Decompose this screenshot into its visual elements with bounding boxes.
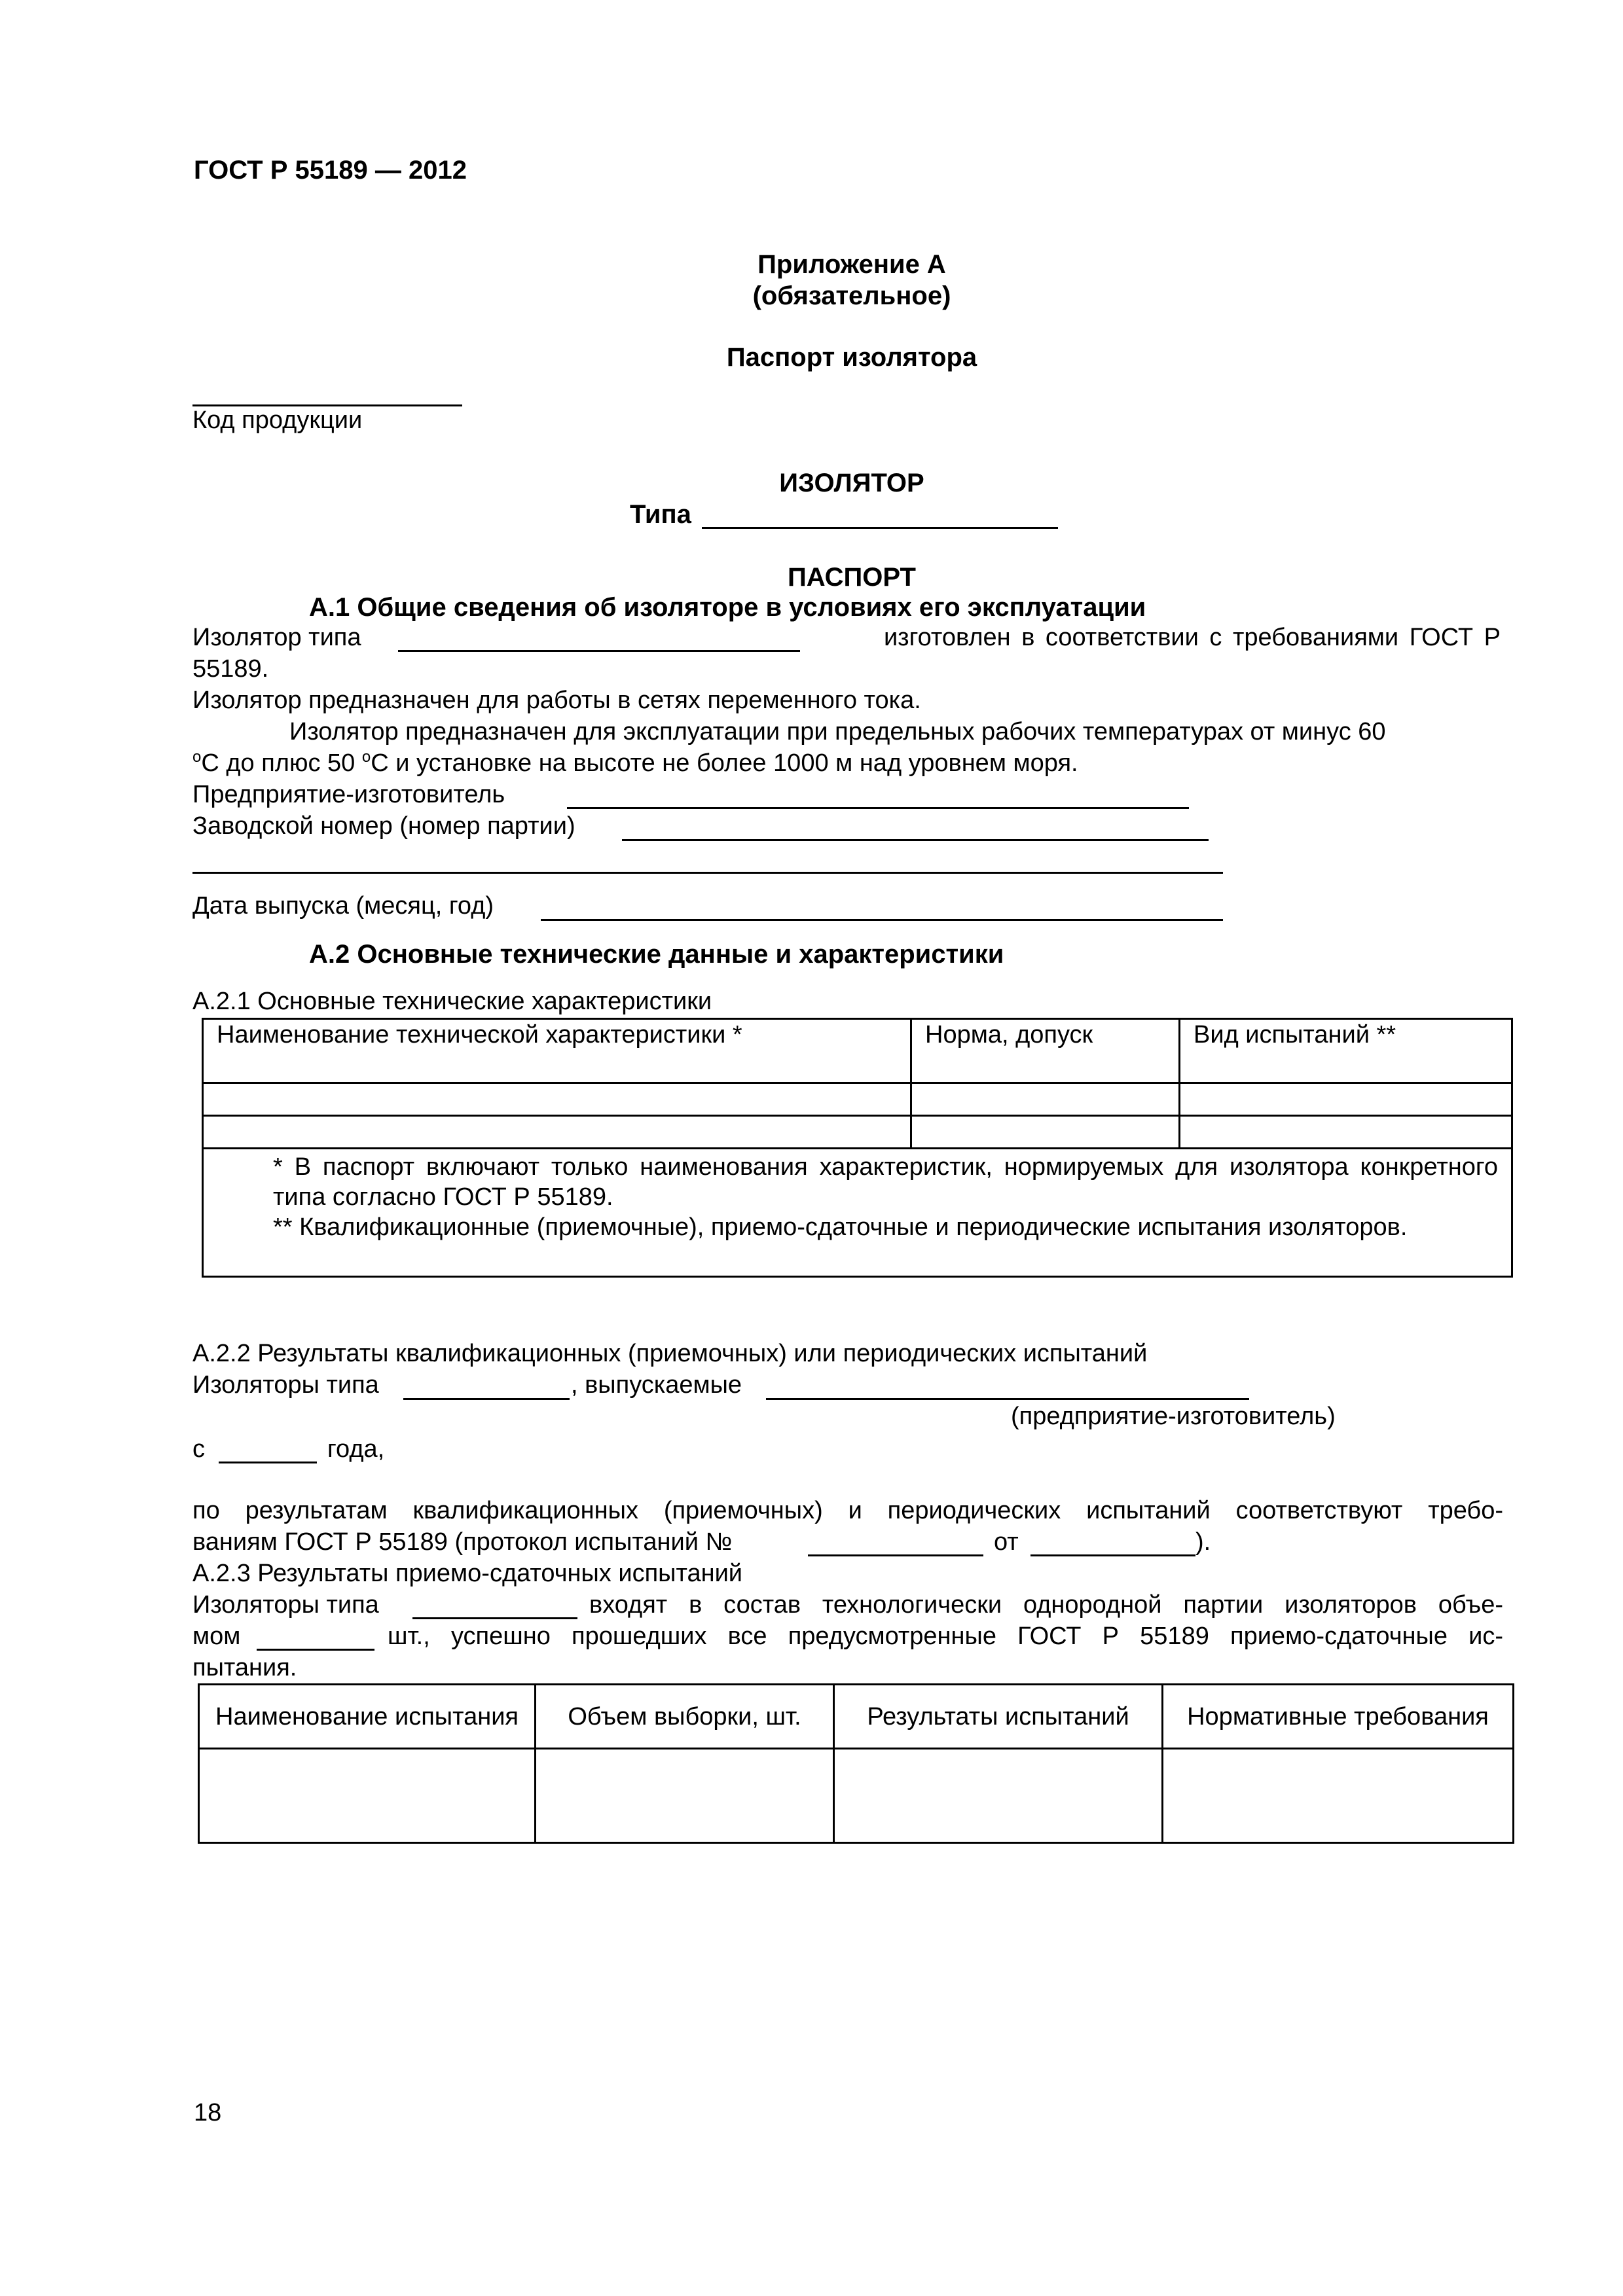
a1-standard-number: 55189. [192,655,269,683]
a23-type-label: Изоляторы типа [192,1591,379,1619]
header-test-type: Вид испытаний ** [1180,1019,1512,1083]
a22-type-blank [403,1398,570,1400]
a22-type-label: Изоляторы типа [192,1371,379,1399]
a23-line-3-text: пытания. [192,1654,297,1681]
a21-title: А.2.1 Основные технические характеристики [192,988,712,1015]
manufacturer-blank [567,807,1189,809]
a23-line-1-text: входят в состав технологически однородной партии изоляторов объе- [589,1591,1503,1619]
a23-title: А.2.3 Результаты приемо-сдаточных испытаний [192,1560,743,1587]
protocol-date-blank [1030,1554,1195,1556]
a22-result-line-1: по результатам квалификационных (приемочных) и периодических испытаний соответствуют требо- [192,1497,1503,1524]
a1-type-blank [398,650,800,652]
a22-year-blank [219,1462,317,1463]
a22-produced-label: , выпускаемые [571,1371,742,1399]
table-row [203,1083,1512,1116]
a1-type-label: Изолятор типа [192,624,361,651]
a22-manufacturer-blank [766,1398,1249,1400]
header-requirements: Нормативные требования [1163,1685,1514,1749]
page-number: 18 [194,2099,222,2126]
header-norm: Норма, допуск [911,1019,1180,1083]
a2-title: А.2 Основные технические данные и характеристики [309,940,1004,969]
table-row [203,1116,1512,1149]
appendix-status: (обязательное) [752,281,951,310]
a22-result-close: ). [1195,1528,1211,1556]
header-test-name: Наименование испытания [199,1685,536,1749]
passport-heading: ПАСПОРТ [788,563,916,592]
a22-manufacturer-caption: (предприятие-изготовитель) [1011,1403,1336,1430]
type-blank [702,527,1058,529]
table-header-row [203,1019,1512,1083]
type-label: Типа [630,500,691,529]
protocol-number-blank [808,1554,983,1556]
characteristics-table [202,1018,1513,1278]
a22-from-label: с [192,1435,205,1463]
a23-volume-label: мом [192,1623,241,1650]
serial-label: Заводской номер (номер партии) [192,812,575,840]
a23-volume-blank [257,1649,374,1651]
a22-from-date-label: от [994,1528,1019,1556]
a23-type-blank [412,1617,577,1619]
a23-line-2-text: шт., успешно прошедших все предусмотренные ГОСТ Р 55189 приемо-сдаточные ис- [388,1623,1503,1650]
a1-altitude-text: $^о$С до плюс 50 $^о$С и установке на высоте не более 1000 м над уровнем моря. [192,748,1078,777]
release-date-label: Дата выпуска (месяц, год) [192,892,494,920]
a1-purpose-text: Изолятор предназначен для работы в сетях переменного тока. [192,687,921,714]
appendix-subtitle: Паспорт изолятора [726,343,977,372]
manufacturer-label: Предприятие-изготовитель [192,781,505,808]
appendix-title: Приложение А [757,250,946,279]
a22-year-label: года, [327,1435,385,1463]
header-test-results: Результаты испытаний [834,1685,1163,1749]
product-code-label: Код продукции [192,406,363,434]
header-sample-size: Объем выборки, шт. [536,1685,834,1749]
header-characteristic: Наименование технической характеристики * [203,1019,911,1083]
release-date-blank [541,919,1223,921]
degree-sign: о [192,748,202,766]
a1-temperature-text: Изолятор предназначен для эксплуатации при предельных рабочих температурах от минус 60 [289,718,1386,745]
serial-blank [622,839,1209,841]
a22-title: А.2.2 Результаты квалификационных (приемочных) или периодических испытаний [192,1340,1148,1367]
document-code: ГОСТ Р 55189 — 2012 [194,156,467,185]
table-header-row [199,1685,1514,1749]
a1-conformity-text: изготовлен в соответствии с требованиями ГОСТ Р [883,624,1501,651]
table-note-2: ** Квалификационные (приемочные), приемо-сдаточные и периодические испытания изоляторов. [273,1213,1408,1241]
a1-title: А.1 Общие сведения об изоляторе в условиях его эксплуатации [309,593,1146,622]
a22-result-line-2: ваниям ГОСТ Р 55189 (протокол испытаний № [192,1528,733,1556]
table-note-row [203,1149,1512,1277]
table-notes [203,1149,1512,1277]
serial-blank-continuation [192,872,1223,874]
degree-sign: о [361,748,371,766]
table-row [199,1749,1514,1843]
acceptance-test-table [198,1683,1514,1844]
table-note-1: * В паспорт включают только наименования характеристик, нормируемых для изолятора конкретного типа согласно ГОСТ Р 55189. [273,1153,1498,1211]
insulator-heading: ИЗОЛЯТОР [779,469,924,497]
